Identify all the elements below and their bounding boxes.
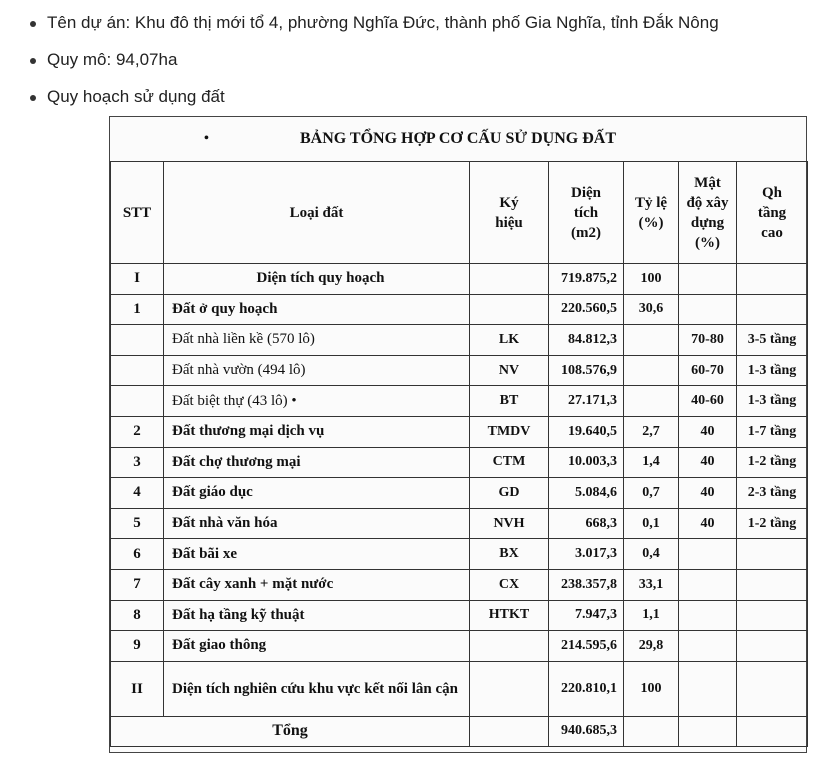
area-cell: 220.810,1 [549,661,624,716]
area-cell: 214.595,6 [549,631,624,662]
percent-cell: 0,4 [624,539,679,570]
symbol-cell: CX [470,569,549,600]
symbol-cell [470,264,549,295]
total-label: Tổng [111,716,470,746]
floors-cell: 3-5 tầng [737,325,808,356]
density-cell [679,294,737,325]
symbol-cell: NVH [470,508,549,539]
stt-cell: 8 [111,600,164,631]
percent-cell: 30,6 [624,294,679,325]
stt-cell [111,386,164,417]
header-dien-tich: Diện tích (m2) [549,162,624,264]
area-cell: 719.875,2 [549,264,624,295]
symbol-cell: BT [470,386,549,417]
name-cell: Đất bãi xe [164,539,470,570]
floors-cell: 1-2 tầng [737,447,808,478]
name-cell: Đất biệt thự (43 lô) • [164,386,470,417]
percent-cell: 0,1 [624,508,679,539]
percent-cell: 1,4 [624,447,679,478]
area-cell: 5.084,6 [549,478,624,509]
symbol-cell: HTKT [470,600,549,631]
name-cell: Đất giao thông [164,631,470,662]
percent-cell: 0,7 [624,478,679,509]
table-row [111,631,808,662]
table-row [111,661,808,716]
floors-cell: 1-3 tầng [737,386,808,417]
bullet-text: Quy hoạch sử dụng đất [47,87,225,106]
floors-cell: 1-3 tầng [737,355,808,386]
header-mat-do: Mật độ xây dựng (%) [679,162,737,264]
table-row [111,600,808,631]
header-ky-hieu: Ký hiệu [470,162,549,264]
area-cell: 238.357,8 [549,569,624,600]
stt-cell: I [111,264,164,295]
symbol-cell: LK [470,325,549,356]
area-cell: 84.812,3 [549,325,624,356]
header-row [111,162,808,264]
percent-cell [624,386,679,417]
stt-cell: 4 [111,478,164,509]
bullet-text: Quy mô: 94,07ha [47,50,178,69]
floors-cell: 1-2 tầng [737,508,808,539]
density-cell [679,600,737,631]
name-cell: Đất hạ tầng kỹ thuật [164,600,470,631]
table-row [111,264,808,295]
stt-cell: 7 [111,569,164,600]
table-row [111,416,808,447]
stt-cell: 9 [111,631,164,662]
symbol-cell: NV [470,355,549,386]
percent-cell [624,355,679,386]
percent-cell: 100 [624,661,679,716]
total-floors [737,716,808,746]
stt-cell: 2 [111,416,164,447]
density-cell [679,539,737,570]
density-cell [679,631,737,662]
header-ty-le: Tỷ lệ (%) [624,162,679,264]
stt-cell: 3 [111,447,164,478]
header-qh-tang: Qh tầng cao [737,162,808,264]
percent-cell [624,325,679,356]
stt-cell [111,355,164,386]
symbol-cell: TMDV [470,416,549,447]
density-cell [679,569,737,600]
bullet-dot-icon [30,21,36,27]
bullet-text: Tên dự án: Khu đô thị mới tổ 4, phường Nghĩa Đức, thành phố Gia Nghĩa, tỉnh Đắk Nông [47,13,719,32]
symbol-cell [470,294,549,325]
symbol-cell: BX [470,539,549,570]
floors-cell [737,264,808,295]
stt-cell: 1 [111,294,164,325]
density-cell: 40-60 [679,386,737,417]
land-use-table-image [109,116,807,753]
floors-cell [737,294,808,325]
header-stt: STT [111,162,164,264]
table-row [111,447,808,478]
name-cell: Đất cây xanh + mặt nước [164,569,470,600]
percent-cell: 100 [624,264,679,295]
table-row [111,294,808,325]
stt-cell: II [111,661,164,716]
symbol-cell: CTM [470,447,549,478]
total-density [679,716,737,746]
percent-cell: 33,1 [624,569,679,600]
name-cell: Diện tích quy hoạch [164,264,470,295]
header-loai-dat: Loại đất [164,162,470,264]
bullet-dot-icon [30,95,36,101]
density-cell [679,661,737,716]
floors-cell [737,631,808,662]
percent-cell: 2,7 [624,416,679,447]
area-cell: 220.560,5 [549,294,624,325]
table-title-text: BẢNG TỔNG HỢP CƠ CẤU SỬ DỤNG ĐẤT [299,130,617,147]
name-cell: Đất nhà liền kề (570 lô) [164,325,470,356]
density-cell [679,264,737,295]
percent-cell: 1,1 [624,600,679,631]
floors-cell [737,569,808,600]
density-cell: 40 [679,508,737,539]
total-row [111,716,808,746]
name-cell: Đất nhà vườn (494 lô) [164,355,470,386]
table-row [111,508,808,539]
area-cell: 3.017,3 [549,539,624,570]
table-row [111,355,808,386]
density-cell: 40 [679,478,737,509]
floors-cell: 2-3 tầng [737,478,808,509]
symbol-cell [470,631,549,662]
stt-cell: 5 [111,508,164,539]
name-cell: Đất ở quy hoạch [164,294,470,325]
area-cell: 10.003,3 [549,447,624,478]
table-row [111,569,808,600]
area-cell: 668,3 [549,508,624,539]
name-cell: Đất thương mại dịch vụ [164,416,470,447]
land-use-table [110,161,808,747]
area-cell: 7.947,3 [549,600,624,631]
table-row [111,325,808,356]
table-row [111,478,808,509]
name-cell: Diện tích nghiên cứu khu vực kết nối lân cận [164,661,470,716]
area-cell: 19.640,5 [549,416,624,447]
table-title [110,117,806,161]
table-row [111,539,808,570]
table-body [111,264,808,717]
floors-cell [737,661,808,716]
density-cell: 70-80 [679,325,737,356]
percent-cell: 29,8 [624,631,679,662]
symbol-cell: GD [470,478,549,509]
bullet-dot-icon [30,58,36,64]
stt-cell [111,325,164,356]
symbol-cell [470,661,549,716]
area-cell: 108.576,9 [549,355,624,386]
name-cell: Đất nhà văn hóa [164,508,470,539]
area-cell: 27.171,3 [549,386,624,417]
title-mark: • [204,131,209,146]
table-row [111,386,808,417]
name-cell: Đất chợ thương mại [164,447,470,478]
floors-cell [737,539,808,570]
total-area: 940.685,3 [549,716,624,746]
stt-cell: 6 [111,539,164,570]
density-cell: 40 [679,447,737,478]
name-cell: Đất giáo dục [164,478,470,509]
total-sym [470,716,549,746]
total-pct [624,716,679,746]
floors-cell [737,600,808,631]
floors-cell: 1-7 tầng [737,416,808,447]
density-cell: 60-70 [679,355,737,386]
density-cell: 40 [679,416,737,447]
